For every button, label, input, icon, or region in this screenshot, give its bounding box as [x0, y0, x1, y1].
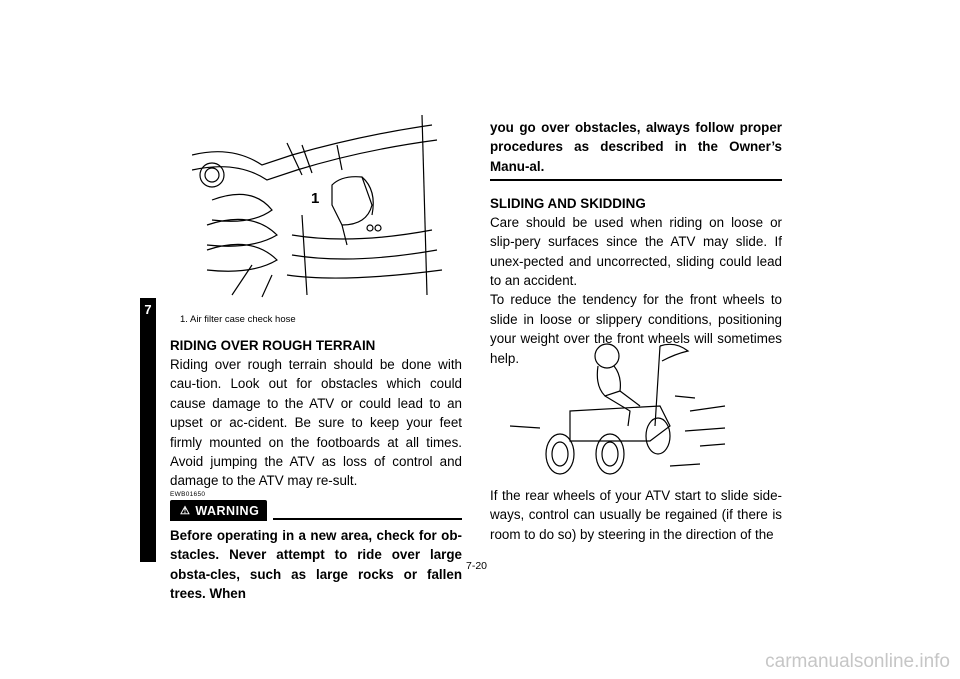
chapter-tab: 7	[140, 298, 156, 562]
warning-triangle-icon: ⚠	[180, 505, 191, 518]
page-number: 7-20	[466, 560, 488, 572]
warning-rule	[273, 518, 462, 520]
warning-text: Before operating in a new area, check for ob-stacles. Never attempt to ride over large obsta-cles, such as large rocks or fallen trees. When	[170, 527, 462, 602]
section-heading-sliding: SLIDING AND SKIDDING	[490, 195, 646, 211]
sliding-body-1: Care should be used when riding on loose or slip-pery surfaces since the ATV may slide. If unex-pected and uncorrected, sliding could lead to an accident.	[490, 214, 782, 289]
watermark: carmanualsonline.info	[765, 651, 950, 672]
warning-header	[170, 500, 462, 522]
air-filter-illustration	[192, 115, 452, 301]
warning-badge	[170, 500, 267, 521]
warning-label: WARNING	[195, 503, 260, 518]
figure-caption: 1. Air filter case check hose	[180, 314, 296, 325]
warning-end-rule	[490, 179, 782, 181]
sliding-body-3: If the rear wheels of your ATV start to slide side-ways, control can usually be regained (if there is room to do so) by steering in the direction of the	[490, 488, 782, 542]
warning-code: EWB01650	[170, 490, 206, 498]
right-column	[490, 118, 782, 368]
left-column	[170, 336, 462, 603]
sliding-body-2: To reduce the tendency for the front wheels to slide in loose or slippery conditions, positioning your weight over the front wheels will sometimes help.	[490, 292, 782, 366]
right-column-lower	[490, 486, 782, 544]
section-heading-rough-terrain: RIDING OVER ROUGH TERRAIN	[170, 338, 376, 353]
rough-terrain-body: Riding over rough terrain should be done with cau-tion. Look out for obstacles which could cause damage to the ATV or could lead to an upset or ac-cident. Be sure to keep your feet firmly mounted on the footboards at all times. Avoid jumping the ATV as loss of control and damage to the ATV may re-sult.	[170, 357, 462, 489]
warning-continued-text: you go over obstacles, always follow proper procedures as described in the Owner’s Manu-al.	[490, 120, 782, 174]
callout-number: 1	[311, 190, 320, 207]
atv-rider-illustration	[510, 336, 740, 486]
